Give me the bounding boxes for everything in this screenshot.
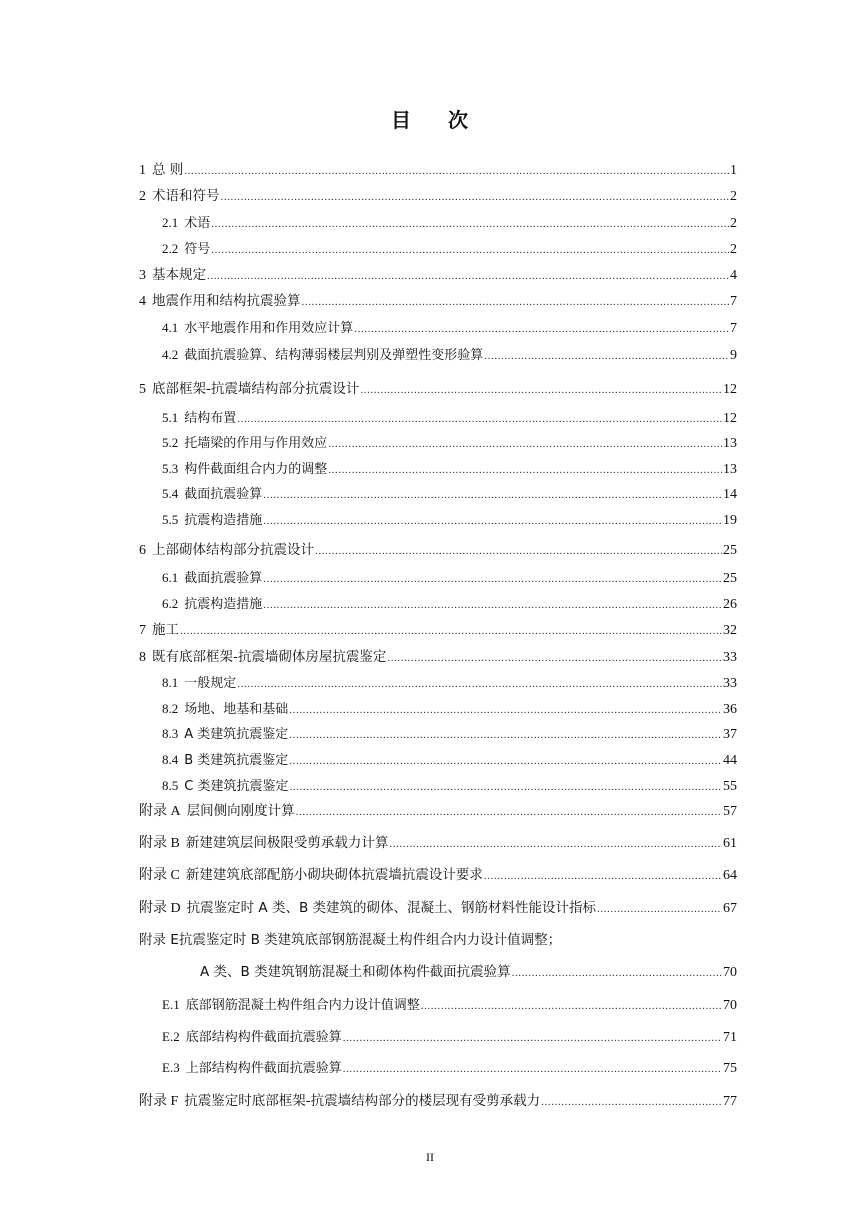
page-number: 14 [723, 487, 737, 502]
leader-dots [354, 318, 729, 340]
page-number: 7 [730, 321, 737, 336]
toc-entry[interactable]: 5.5 抗震构造措施 ..... 19 [162, 509, 737, 531]
leader-dots [484, 345, 729, 367]
page-number: 2 [730, 189, 737, 204]
page-number: 75 [723, 1061, 737, 1076]
page-number: 2 [730, 216, 737, 231]
toc-entry[interactable]: 8.1 一般规定 ..... 33 [162, 672, 737, 694]
page-number: 33 [723, 676, 737, 691]
leader-dots [315, 540, 722, 562]
toc-entry[interactable]: 7 施工 ..... 32 [139, 619, 737, 641]
toc-entry[interactable]: 5.3 构件截面组合内力的调整 ..... 13 [162, 458, 737, 480]
page-number: 9 [730, 348, 737, 363]
leader-dots [541, 1091, 722, 1113]
leader-dots [263, 510, 722, 532]
page-number: 37 [723, 727, 737, 742]
page-number: 25 [723, 543, 737, 558]
leader-dots [237, 673, 722, 695]
toc-entry[interactable]: 4 地震作用和结构抗震验算 ..... 7 [139, 290, 737, 312]
toc-entry[interactable]: 5 底部框架-抗震墙结构部分抗震设计 ..... 12 [139, 378, 737, 400]
page-number: 25 [723, 571, 737, 586]
page-number: 70 [723, 998, 737, 1013]
leader-dots [389, 833, 722, 855]
leader-dots [296, 801, 722, 823]
toc-entry[interactable]: 6.1 截面抗震验算 ..... 25 [162, 567, 737, 589]
leader-dots [289, 724, 722, 746]
title-part-2: 次 [448, 108, 469, 132]
toc-entry[interactable]: 5.2 托墙梁的作用与作用效应 ..... 13 [162, 432, 737, 454]
leader-dots [263, 594, 722, 616]
toc-entry[interactable]: 5.4 截面抗震验算 ..... 14 [162, 483, 737, 505]
toc-entry[interactable]: E.1 底部钢筋混凝土构件组合内力设计值调整 ..... 70 [162, 994, 737, 1016]
leader-dots [211, 213, 729, 235]
leader-dots [289, 776, 722, 798]
leader-dots [343, 1027, 722, 1049]
page-number: 4 [730, 268, 737, 283]
leader-dots [263, 484, 722, 506]
toc-entry[interactable]: 6.2 抗震构造措施 ..... 26 [162, 593, 737, 615]
leader-dots [180, 620, 722, 642]
toc-entry[interactable]: 附录 B 新建建筑层间极限受剪承载力计算 ..... 61 [139, 832, 737, 854]
leader-dots [302, 291, 730, 313]
page-number: 2 [730, 242, 737, 257]
toc-entry[interactable]: 5.1 结构布置 ..... 12 [162, 407, 737, 429]
leader-dots [597, 898, 722, 920]
page-number: 44 [723, 753, 737, 768]
leader-dots [328, 459, 722, 481]
toc-entry[interactable]: 2 术语和符号 ..... 2 [139, 185, 737, 207]
leader-dots [387, 647, 722, 669]
page-number: 70 [723, 965, 737, 980]
page-number: 32 [723, 623, 737, 638]
page-number: 26 [723, 597, 737, 612]
leader-dots [484, 865, 722, 887]
toc-entry[interactable]: 附录 E抗震鉴定时 B 类建筑底部钢筋混凝土构件组合内力设计值调整； [139, 932, 562, 948]
toc-entry[interactable]: 1 总 则 ..... 1 [139, 159, 737, 181]
leader-dots [328, 433, 722, 455]
toc-entry[interactable]: 2.1 术语 ..... 2 [162, 212, 737, 234]
page-number: 71 [723, 1030, 737, 1045]
toc-entry[interactable]: 4.2 截面抗震验算、结构薄弱楼层判别及弹塑性变形验算 ..... 9 [162, 344, 737, 366]
page-number: 12 [723, 382, 737, 397]
toc-entry[interactable]: 附录 C 新建建筑底部配筋小砌块砌体抗震墙抗震设计要求 ..... 64 [139, 864, 737, 886]
leader-dots [360, 379, 722, 401]
leader-dots [221, 186, 730, 208]
page-number: 67 [723, 901, 737, 916]
leader-dots [263, 568, 722, 590]
leader-dots [237, 408, 722, 430]
page-number: 36 [723, 702, 737, 717]
toc-entry[interactable]: 8 既有底部框架-抗震墙砌体房屋抗震鉴定 ..... 33 [139, 646, 737, 668]
page-number: 61 [723, 836, 737, 851]
leader-dots [289, 699, 722, 721]
page-number: 7 [730, 294, 737, 309]
page-number: 57 [723, 804, 737, 819]
title-part-1: 目 [391, 108, 412, 132]
leader-dots [211, 239, 729, 261]
toc-entry[interactable]: 8.3 A 类建筑抗震鉴定 ..... 37 [162, 723, 737, 745]
toc-entry[interactable]: 8.2 场地、地基和基础 ..... 36 [162, 698, 737, 720]
toc-entry[interactable]: 2.2 符号 ..... 2 [162, 238, 737, 260]
toc-entry[interactable]: 附录 D 抗震鉴定时 A 类、B 类建筑的砌体、混凝土、钢筋材料性能设计指标 ..... 67 [139, 897, 737, 919]
page-number: 77 [723, 1094, 737, 1109]
toc-entry[interactable]: 3 基本规定 ..... 4 [139, 264, 737, 286]
page-number: 64 [723, 868, 737, 883]
toc-entry[interactable]: 附录 F 抗震鉴定时底部框架-抗震墙结构部分的楼层现有受剪承载力 ..... 77 [139, 1090, 737, 1112]
toc-entry[interactable]: E.2 底部结构构件截面抗震验算 ..... 71 [162, 1026, 737, 1048]
page-number: 13 [723, 462, 737, 477]
page-number: 19 [723, 513, 737, 528]
toc-entry[interactable]: E.3 上部结构构件截面抗震验算 ..... 75 [162, 1057, 737, 1079]
leader-dots [289, 750, 722, 772]
toc-entry[interactable]: 附录 A 层间侧向刚度计算 ..... 57 [139, 800, 737, 822]
toc-entry[interactable]: 6 上部砌体结构部分抗震设计 ..... 25 [139, 539, 737, 561]
page-number: 12 [723, 411, 737, 426]
leader-dots [207, 265, 729, 287]
page-number: 33 [723, 650, 737, 665]
leader-dots [343, 1058, 722, 1080]
page-number: 55 [723, 779, 737, 794]
page-title [0, 104, 860, 133]
leader-dots [184, 160, 729, 182]
toc-entry[interactable]: 8.4 B 类建筑抗震鉴定 ..... 44 [162, 749, 737, 771]
leader-dots [512, 962, 722, 984]
page-number: 1 [730, 163, 737, 178]
toc-entry-continuation[interactable]: A 类、B 类建筑钢筋混凝土和砌体构件截面抗震验算 ..... 70 [200, 961, 737, 983]
leader-dots [421, 995, 722, 1017]
toc-entry[interactable]: 8.5 C 类建筑抗震鉴定 ..... 55 [162, 775, 737, 797]
toc-entry[interactable]: 4.1 水平地震作用和作用效应计算 ..... 7 [162, 317, 737, 339]
page-number: 13 [723, 436, 737, 451]
page-footer-number: II [426, 1150, 434, 1164]
